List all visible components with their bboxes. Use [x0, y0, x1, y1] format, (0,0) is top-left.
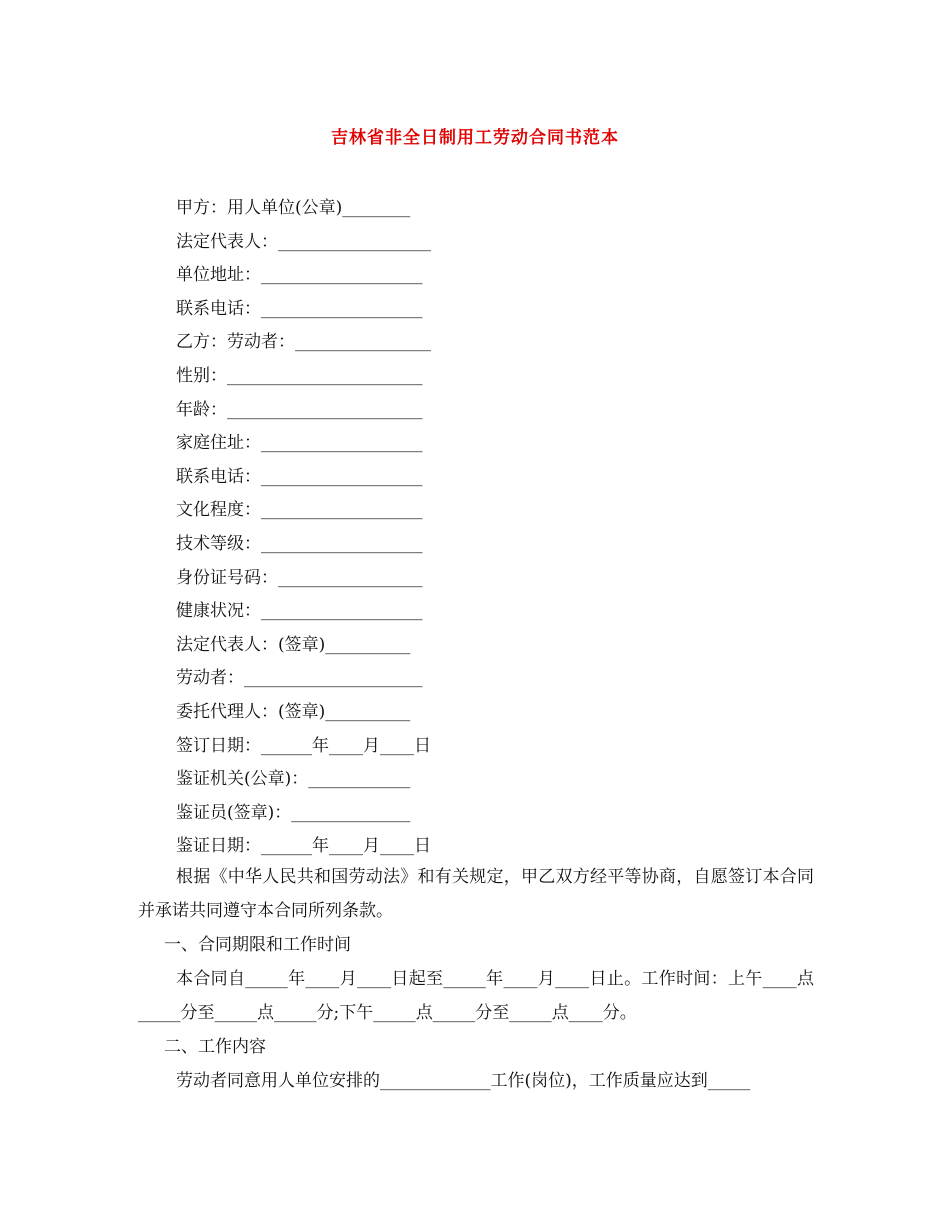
field-employer-address: 单位地址：___________________: [176, 265, 423, 286]
contract-fields: [176, 192, 796, 864]
contract-body: [138, 860, 814, 1098]
field-gender: 性别：_______________________: [176, 365, 423, 386]
field-health: 健康状况：___________________: [176, 601, 423, 622]
section-heading-term: 一、合同期限和工作时间: [164, 935, 351, 955]
section-heading-work: 二、工作内容: [164, 1037, 266, 1057]
field-legal-rep-signature: 法定代表人：(签章)__________: [176, 634, 411, 655]
field-signing-date: 签订日期：______年____月____日: [176, 735, 431, 756]
section-work-paragraph: 劳动者同意用人单位安排的_____________工作(岗位)，工作质量应达到_____: [176, 1071, 751, 1091]
field-skill-level: 技术等级：___________________: [176, 533, 423, 554]
field-worker: 乙方：劳动者：________________: [176, 332, 431, 353]
field-home-address: 家庭住址：___________________: [176, 433, 423, 454]
field-id-number: 身份证号码：_________________: [176, 567, 423, 588]
field-legal-representative: 法定代表人：__________________: [176, 231, 431, 252]
field-worker-signature: 劳动者：_____________________: [176, 668, 423, 689]
document-title: 吉林省非全日制用工劳动合同书范本: [331, 128, 619, 148]
intro-paragraph: 根据《中华人民共和国劳动法》和有关规定，甲乙双方经平等协商，自愿签订本合同并承诺共同遵守本合同所列条款。: [138, 867, 814, 921]
field-education: 文化程度：___________________: [176, 500, 423, 521]
section-term-paragraph: 本合同自_____年____月____日起至_____年____月____日止。工作时间：上午____点_____分至_____点_____分;下午_____点_____分至_____点____分。: [138, 969, 814, 1023]
field-employer-seal: 甲方：用人单位(公章)________: [176, 198, 411, 218]
field-age: 年龄：_______________________: [176, 399, 423, 420]
field-worker-phone: 联系电话：___________________: [176, 466, 423, 487]
field-notary-date: 鉴证日期：______年____月____日: [176, 836, 431, 857]
field-notary-officer: 鉴证员(签章)：______________: [176, 802, 411, 823]
field-employer-phone: 联系电话：___________________: [176, 298, 423, 319]
field-agent-signature: 委托代理人：(签章)__________: [176, 701, 411, 722]
field-notary-authority: 鉴证机关(公章)：____________: [176, 769, 411, 790]
